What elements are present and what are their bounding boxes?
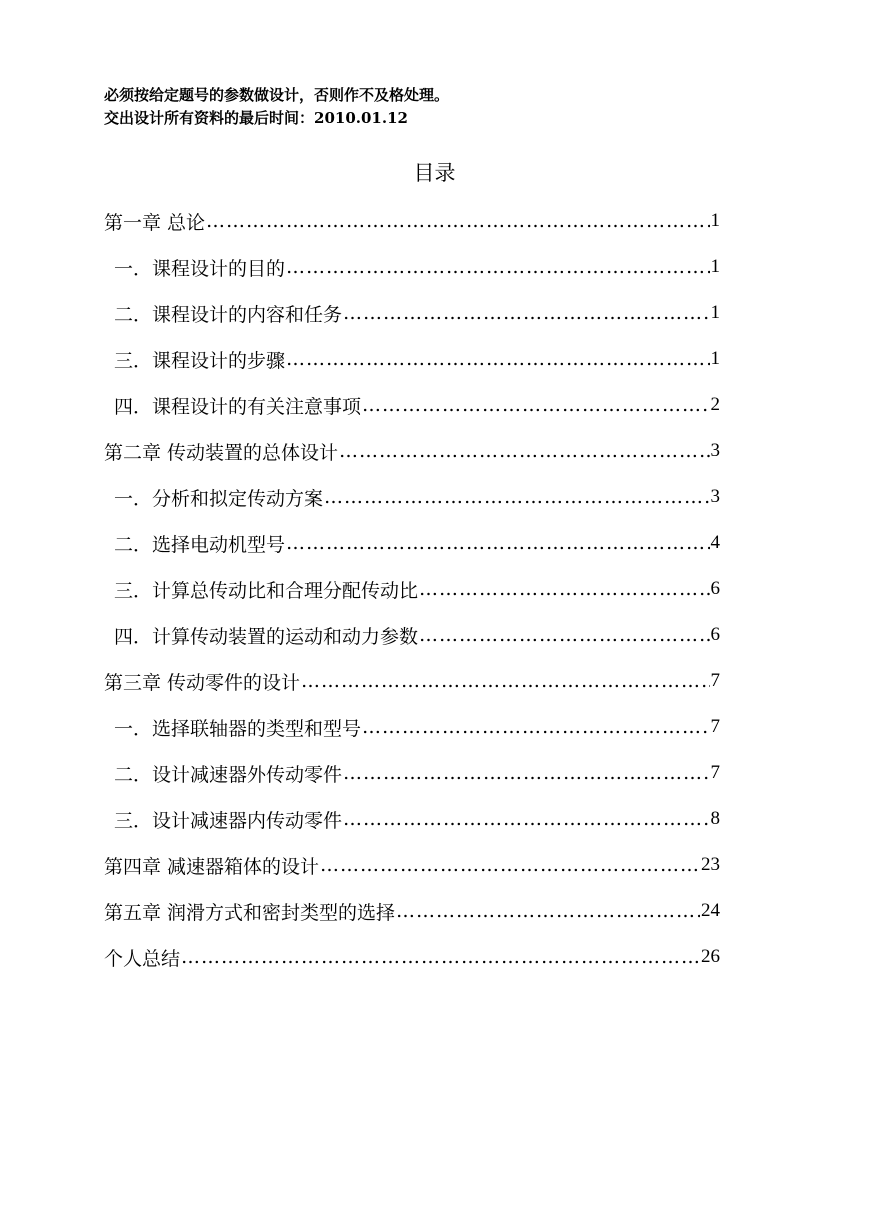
toc-item-1-3[interactable] xyxy=(104,336,720,382)
toc-item-page: 1 xyxy=(710,302,720,323)
toc-item-page: 23 xyxy=(701,854,720,875)
toc-item-1-4[interactable] xyxy=(104,382,720,428)
toc-item-label: 一．分析和拟定传动方案 xyxy=(114,487,324,510)
toc-leader-dots xyxy=(419,578,709,600)
toc-item-3-3[interactable] xyxy=(104,796,720,842)
toc-leader-dots xyxy=(419,624,709,646)
toc-leader-dots xyxy=(286,256,709,278)
toc-leader-dots xyxy=(320,854,700,876)
toc-item-page: 26 xyxy=(701,946,720,967)
toc-item-2-3[interactable] xyxy=(104,566,720,612)
toc-item-chapter-1[interactable] xyxy=(104,198,720,244)
toc-leader-dots xyxy=(339,440,709,462)
toc-leader-dots xyxy=(286,532,709,554)
toc-item-page: 8 xyxy=(710,808,720,829)
toc-leader-dots xyxy=(324,486,709,508)
toc-leader-dots xyxy=(362,394,709,416)
toc-leader-dots xyxy=(343,762,709,784)
toc-item-chapter-2[interactable] xyxy=(104,428,720,474)
table-of-contents xyxy=(104,198,720,980)
toc-item-page: 6 xyxy=(710,578,720,599)
toc-leader-dots xyxy=(343,302,709,324)
toc-item-label: 个人总结 xyxy=(104,947,181,970)
toc-item-page: 1 xyxy=(710,256,720,277)
toc-item-page: 2 xyxy=(710,394,720,415)
toc-item-1-2[interactable] xyxy=(104,290,720,336)
toc-item-label: 第五章 润滑方式和密封类型的选择 xyxy=(104,901,396,924)
toc-item-page: 7 xyxy=(710,716,720,737)
toc-item-page: 6 xyxy=(710,624,720,645)
toc-item-3-2[interactable] xyxy=(104,750,720,796)
toc-item-label: 三．设计减速器内传动零件 xyxy=(114,809,343,832)
toc-item-chapter-3[interactable] xyxy=(104,658,720,704)
toc-item-page: 4 xyxy=(710,532,720,553)
toc-item-2-2[interactable] xyxy=(104,520,720,566)
toc-item-page: 24 xyxy=(701,900,720,921)
toc-item-label: 三．计算总传动比和合理分配传动比 xyxy=(114,579,419,602)
toc-item-label: 二．课程设计的内容和任务 xyxy=(114,303,343,326)
toc-title: 目录 xyxy=(413,161,456,185)
notice-line-2: 交出设计所有资料的最后时间：2010.01.12 xyxy=(104,109,408,127)
toc-leader-dots xyxy=(396,900,700,922)
toc-item-chapter-5[interactable] xyxy=(104,888,720,934)
toc-leader-dots xyxy=(206,210,709,232)
toc-leader-dots xyxy=(362,716,709,738)
toc-item-personal-summary[interactable] xyxy=(104,934,720,980)
toc-leader-dots xyxy=(181,946,700,968)
toc-leader-dots xyxy=(343,808,709,830)
toc-item-label: 第一章 总论 xyxy=(104,211,206,234)
toc-item-page: 1 xyxy=(710,348,720,369)
notice-line-1: 必须按给定题号的参数做设计，否则作不及格处理。 xyxy=(104,86,450,104)
toc-item-label: 四．课程设计的有关注意事项 xyxy=(114,395,362,418)
toc-item-page: 3 xyxy=(710,440,720,461)
toc-item-label: 三．课程设计的步骤 xyxy=(114,349,286,372)
toc-item-page: 1 xyxy=(710,210,720,231)
toc-item-label: 二．选择电动机型号 xyxy=(114,533,286,556)
toc-item-label: 一．选择联轴器的类型和型号 xyxy=(114,717,362,740)
toc-item-1-1[interactable] xyxy=(104,244,720,290)
toc-item-page: 7 xyxy=(710,670,720,691)
toc-item-label: 第三章 传动零件的设计 xyxy=(104,671,301,694)
toc-item-page: 7 xyxy=(710,762,720,783)
toc-item-label: 一．课程设计的目的 xyxy=(114,257,286,280)
toc-leader-dots xyxy=(301,670,709,692)
toc-item-label: 第二章 传动装置的总体设计 xyxy=(104,441,339,464)
toc-item-label: 四．计算传动装置的运动和动力参数 xyxy=(114,625,419,648)
toc-item-label: 二．设计减速器外传动零件 xyxy=(114,763,343,786)
toc-item-2-1[interactable] xyxy=(104,474,720,520)
toc-item-page: 3 xyxy=(710,486,720,507)
toc-item-2-4[interactable] xyxy=(104,612,720,658)
toc-item-chapter-4[interactable] xyxy=(104,842,720,888)
toc-item-label: 第四章 减速器箱体的设计 xyxy=(104,855,320,878)
toc-item-3-1[interactable] xyxy=(104,704,720,750)
toc-leader-dots xyxy=(286,348,709,370)
